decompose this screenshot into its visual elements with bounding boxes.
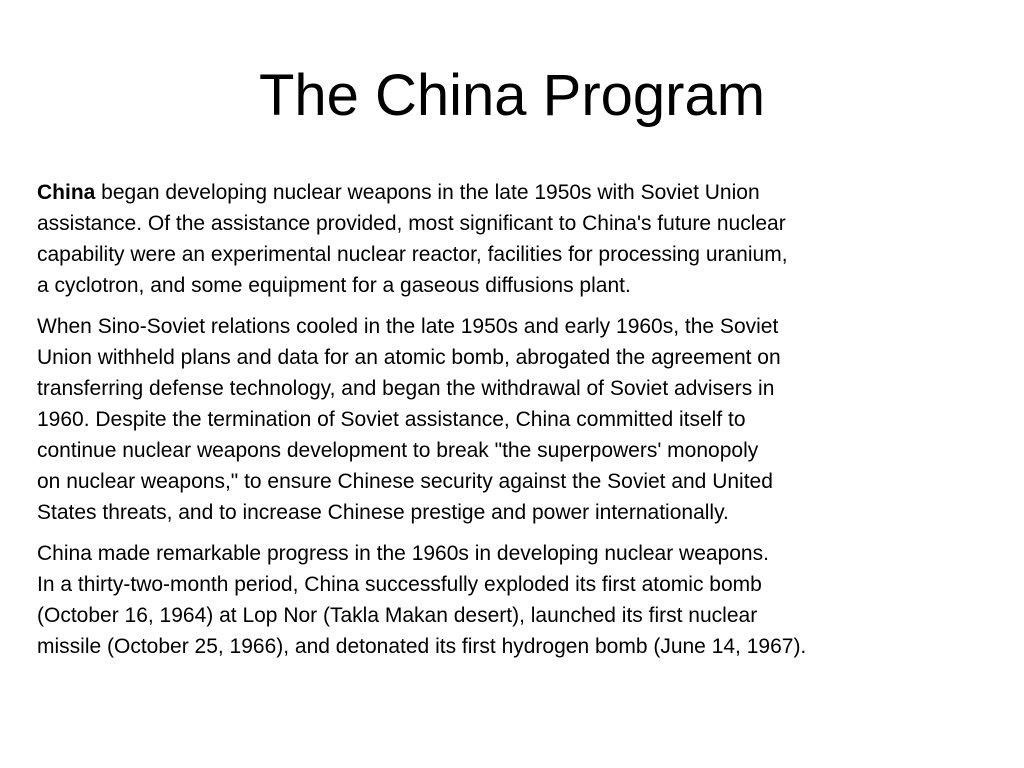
text-line: transferring defense technology, and began the withdrawal of Soviet advisers in: [37, 377, 775, 400]
text-line: [37, 177, 982, 208]
text-line: a cyclotron, and some equipment for a gaseous diffusions plant.: [37, 274, 631, 297]
text-line: In a thirty-two-month period, China successfully exploded its first atomic bomb: [37, 573, 762, 596]
text-line: China made remarkable progress in the 1960s in developing nuclear weapons.: [37, 542, 769, 565]
text-line: missile (October 25, 1966), and detonated its first hydrogen bomb (June 14, 1967).: [37, 635, 807, 658]
paragraph-soviet-assistance: [37, 177, 982, 301]
paragraph-progress-1960s: [37, 538, 982, 662]
text-line: assistance. Of the assistance provided, most significant to China's future nuclear: [37, 212, 786, 235]
paragraph-sino-soviet-split: [37, 311, 982, 528]
slide-title: The China Program: [258, 63, 766, 128]
text-line: (October 16, 1964) at Lop Nor (Takla Makan desert), launched its first nuclear: [37, 604, 758, 627]
text-line: 1960. Despite the termination of Soviet assistance, China committed itself to: [37, 408, 746, 431]
slide-body: [37, 177, 982, 672]
text-line: States threats, and to increase Chinese prestige and power internationally.: [37, 501, 729, 524]
text-line: capability were an experimental nuclear reactor, facilities for processing uranium,: [37, 243, 788, 266]
text-line: on nuclear weapons," to ensure Chinese security against the Soviet and United: [37, 470, 773, 493]
text-line: Union withheld plans and data for an atomic bomb, abrogated the agreement on: [37, 346, 781, 369]
line-text: began developing nuclear weapons in the late 1950s with Soviet Union: [95, 181, 760, 204]
paragraph-lead: China: [37, 181, 96, 204]
text-line: When Sino-Soviet relations cooled in the late 1950s and early 1960s, the Soviet: [37, 315, 779, 338]
text-line: continue nuclear weapons development to break "the superpowers' monopoly: [37, 439, 759, 462]
